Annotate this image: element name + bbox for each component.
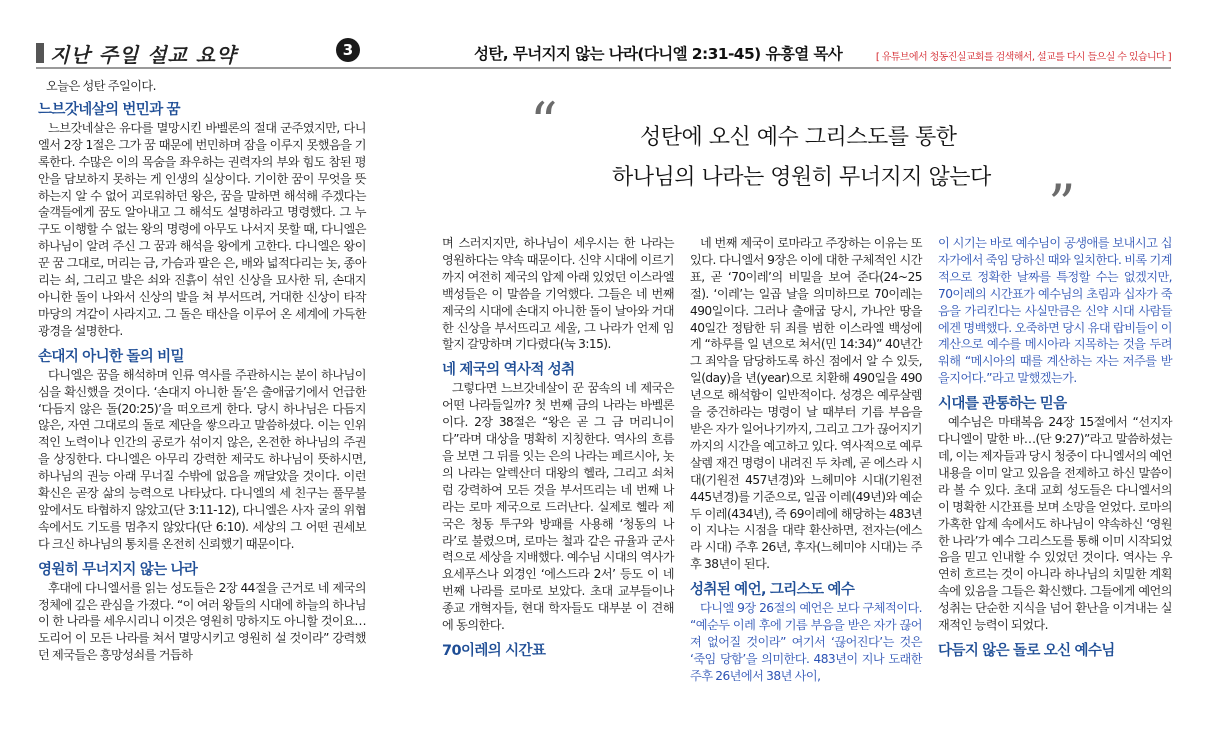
paragraph: 그렇다면 느브갓네살이 꾼 꿈속의 네 제국은 어떤 나라들일까? 첫 번째 금의 나라는 바벨론이다. 2장 38절은 “왕은 곧 그 금 머리니이다”라며 대상을 명확히 지칭한다. 역사의 흐름을 보면 그 뒤를 잇는 은의 나라는 페르시아, 놋의 나라는 알렉산더 대왕의 헬라, 그리고 쇠처럼 강력하여 모든 것을 부서뜨리는 네 번째 나라는 로마 제국으로 드러난다. 실제로 헬라 제국은 청동 투구와 방패를 사용해 ‘청동의 나라’로 불렸으며, 로마는 철과 같은 규율과 군사력으로 세상을 지배했다. 예수님 시대의 역사가 요세푸스나 외경인 ‘에스드라 2서’ 등도 이 네 번째 나라를 로마로 보았다. 초대 교부들이나 종교 개혁자들, 현대 학자들도 대부분 이 견해에 동의한다. — [442, 381, 674, 633]
section-marker-bar — [36, 43, 44, 63]
paragraph: 후대에 다니엘서를 읽는 성도들은 2장 44절을 근거로 네 제국의 정체에 깊은 관심을 가졌다. “이 여러 왕들의 시대에 하늘의 하나님이 한 나라를 세우시리니 이것은 영원히 망하지도 아니할 것이요… 도리어 이 모든 나라를 쳐서 멸망시키고 영원히 설 것이라” 강력했던 제국들은 흥망성쇠를 거듭하 — [38, 580, 366, 663]
close-quote-icon: ” — [1048, 173, 1076, 236]
subheading-uncut-stone: 손대지 아니한 돌의 비밀 — [38, 348, 184, 365]
subheading-fulfilled-prophecy: 성취된 예언, 그리스도 예수 — [690, 582, 855, 599]
subheading-eternal-kingdom: 영원히 무너지지 않는 나라 — [38, 561, 198, 578]
highlighted-paragraph: 이 시기는 바로 예수님이 공생애를 보내시고 십자가에서 죽임 당하신 때와 일치한다. 비록 기계적으로 정확한 날짜를 특정할 수는 없겠지만, 70이레의 시간표가 예수님의 초림과 십자가 죽음을 가리킨다는 사실만큼은 신약 시대 사람들에겐 명백했다. 오죽하면 당시 유대 랍비들이 이 계산으로 예수를 메시아라 지목하는 것을 두려워해 “메시아의 때를 계산하는 자는 저주를 받을지어다.”라고 말했겠는가. — [938, 236, 1172, 386]
youtube-note: [ 유튜브에서 청동진실교회를 검색해서, 설교를 다시 들으실 수 있습니다 ] — [875, 52, 1171, 63]
paragraph: 느브갓네살은 유다를 멸망시킨 바벨론의 절대 군주였지만, 다니엘서 2장 1절은 그가 꿈 때문에 번민하며 잠을 이루지 못했음을 기록한다. 수많은 이의 목숨을 좌우하는 권력자의 부와 힘도 참된 평안을 담보하지 못하는 게 인생의 실상이다. 기이한 꿈이 무엇을 뜻하는지 알 수 없어 괴로워하던 왕은, 꿈을 말하면 해석해 주겠다는 술객들에게 꿈도 알아내고 그 해석도 설명하라고 명령했다. 그 누구도 이행할 수 없는 왕의 명령에 아무도 나서지 못할 때, 다니엘은 하나님이 알려 주신 그 꿈과 해석을 왕에게 고한다. 다니엘은 왕이 꾼 꿈 그대로, 머리는 금, 가슴과 팔은 은, 배와 넓적다리는 놋, 종아리는 쇠, 그리고 발은 쇠와 진흙이 섞인 신상을 묘사한 뒤, 손대지 아니한 돌이 나와서 신상의 발을 쳐 부서뜨려, 거대한 신상이 타작마당의 겨같이 사라지고. 그 돌은 태산을 이루어 온 세계에 가득한 광경을 설명한다. — [38, 120, 366, 338]
subheading-seventy-weeks: 70이레의 시간표 — [442, 642, 546, 659]
pull-quote-line-1: 성탄에 오신 예수 그리스도를 통한 — [640, 125, 957, 150]
column-4 — [938, 235, 1172, 661]
sermon-title: 성탄, 무너지지 않는 나라(다니엘 2:31-45) 유흥열 목사 — [474, 45, 843, 63]
column-1 — [38, 78, 366, 664]
open-quote-icon: “ — [530, 91, 558, 154]
header-divider — [36, 67, 1171, 69]
column-3 — [690, 235, 922, 685]
section-number-badge: 3 — [336, 38, 360, 62]
column-2 — [442, 235, 674, 661]
section-label: 지난 주일 설교 요약 — [50, 43, 237, 67]
subheading-jesus-uncut-stone: 다듬지 않은 돌로 오신 예수님 — [938, 642, 1115, 659]
paragraph: 다니엘은 꿈을 해석하며 인류 역사를 주관하시는 분이 하나님이심을 확신했을 것이다. ‘손대지 아니한 돌’은 출애굽기에서 언급한 ‘다듬지 않은 돌(20:25)’을 떠오르게 한다. 당시 하나님은 다듬지 않은, 자연 그대로의 돌로 제단을 쌓으라고 말씀하셨다. 이는 인위적인 노력이나 인간의 공로가 섞이지 않은, 온전한 하나님의 주권을 상징한다. 다니엘은 아무리 강력한 제국도 하나님이 뜻하시면, 하나님의 권능 아래 무너질 수밖에 없음을 깨달았을 것이다. 이런 확신은 곧장 삶의 능력으로 나타났다. 다니엘의 세 친구는 풀무불 앞에서도 타협하지 않았고(단 3:11-12), 다니엘은 사자 굴의 위협 속에서도 기도를 멈추지 않았다(단 6:10). 세상의 그 어떤 권세보다 크신 하나님의 통치를 온전히 신뢰했기 때문이다. — [38, 367, 366, 551]
page-header — [0, 0, 1209, 72]
pull-quote — [520, 91, 1100, 236]
subheading-nebuchadnezzar-dream: 느브갓네살의 번민과 꿈 — [38, 101, 180, 118]
highlighted-paragraph: 다니엘 9장 26절의 예언은 보다 구체적이다. “예순두 이레 후에 기름 부음을 받은 자가 끊어져 없어질 것이라” 여기서 ‘끊어진다’는 것은 ‘죽임 당함’을 의미한다. 483년이 지나 도래한 주후 26년에서 38년 사이, — [690, 601, 922, 683]
pull-quote-line-2: 하나님의 나라는 영원히 무너지지 않는다 — [612, 165, 991, 190]
paragraph: 네 번째 제국이 로마라고 주장하는 이유는 또 있다. 다니엘서 9장은 이에 대한 구체적인 시간표, 곧 ‘70이레’의 비밀을 보여 준다(24~25절). ‘이레’는 일곱 날을 의미하므로 70이레는 490일이다. 그러나 출애굽 당시, 가나안 땅을 40일간 정탐한 뒤 죄를 범한 이스라엘 백성에게 “하루를 일 년으로 쳐서(민 14:34)” 40년간 그 죄악을 담당하도록 하신 점에서 알 수 있듯, 일(day)을 년(year)으로 치환해 490일을 490년으로 해석함이 일반적이다. 성경은 예루살렘을 중건하라는 명령이 날 때부터 기름 부음을 받은 자가 일어나기까지, 그리고 그가 끊어지기까지의 시간을 예고하고 있다. 역사적으로 예루살렘 재건 명령이 내려진 두 차례, 곧 에스라 시대(기원전 457년경)와 느헤미야 시대(기원전 445년경)를 기준으로, 일곱 이레(49년)와 예순두 이레(434년), 즉 69이레에 해당하는 483년이 지나는 시점을 대략 환산하면, 전자는(에스라 시대) 주후 26년, 후자(느헤미야 시대)는 주후 38년이 된다. — [690, 236, 922, 572]
subheading-faith-through-ages: 시대를 관통하는 믿음 — [938, 396, 1067, 413]
subheading-four-empires: 네 제국의 역사적 성취 — [442, 362, 575, 379]
intro-text: 오늘은 성탄 주일이다. — [46, 79, 156, 93]
paragraph: 며 스러지지만, 하나님이 세우시는 한 나라는 영원하다는 약속 때문이다. 신약 시대에 이르기까지 여전히 제국의 압제 아래 있었던 이스라엘 백성들은 이 말씀을 기억했다. 그들은 네 번째 제국의 시대에 손대지 아니한 돌이 날아와 거대한 신상을 부서뜨리고 세울, 그 나라가 언제 임할지 갈망하며 기다렸다(눅 3:15). — [442, 236, 674, 352]
paragraph: 예수님은 마태복음 24장 15절에서 “선지자 다니엘이 말한 바…(단 9:27)”라고 말씀하셨는데, 이는 제자들과 당시 청중이 다니엘서의 예언 내용을 이미 알고 있음을 전제하고 하신 말씀이라 볼 수 있다. 초대 교회 성도들은 다니엘서의 이 명확한 시간표를 보며 소망을 얻었다. 로마의 가혹한 압제 속에서도 하나님이 약속하신 ‘영원한 나라’가 예수 그리스도를 통해 이미 시작되었음을 믿고 인내할 수 있었던 것이다. 역사는 우연히 흐르는 것이 아니라 하나님의 치밀한 계획 속에 있음을 그들은 확신했다. 그들에게 예언의 성취는 단순한 지식을 넘어 환난을 이겨내는 실재적인 능력이 되었다. — [938, 415, 1172, 633]
